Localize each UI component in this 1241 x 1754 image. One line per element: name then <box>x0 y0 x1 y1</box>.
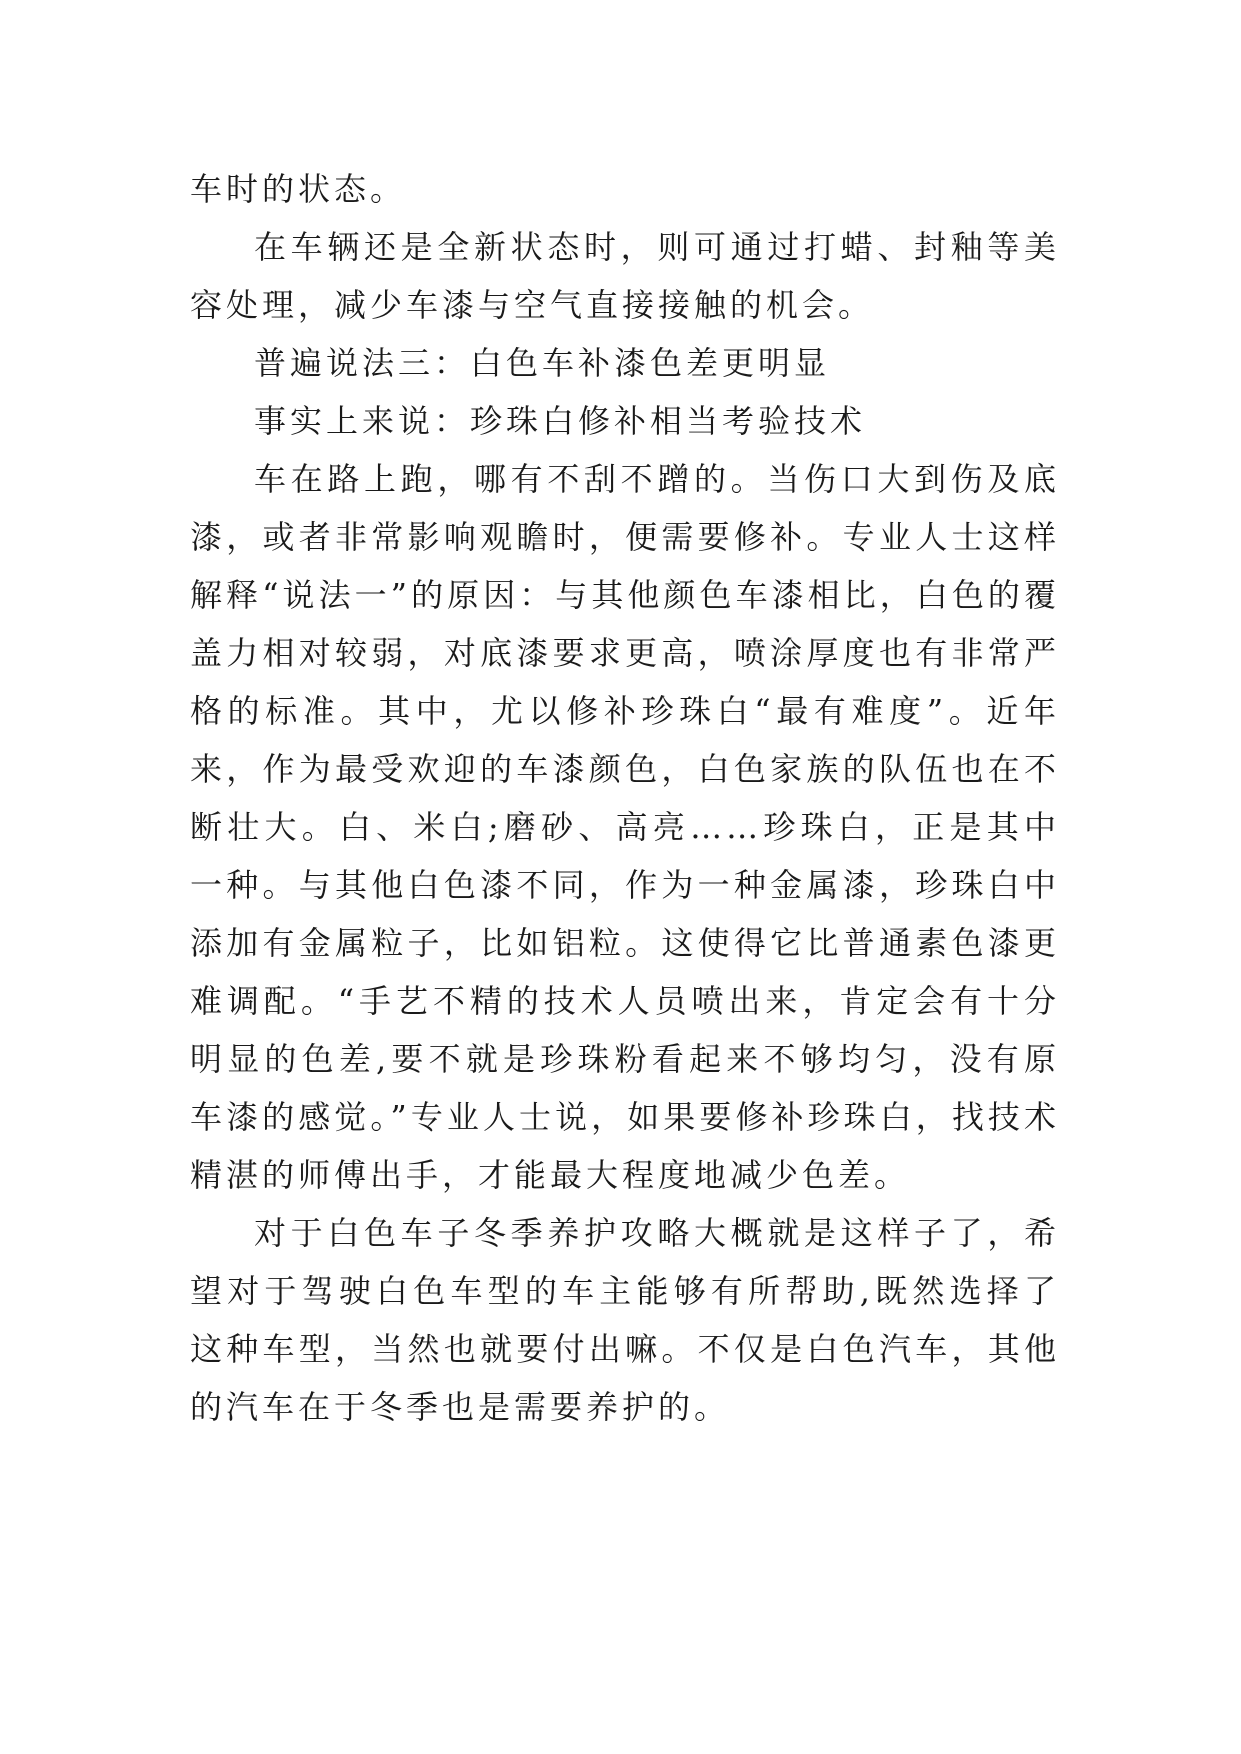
document-body <box>190 160 1060 1436</box>
paragraph-new-car-care: 在车辆还是全新状态时，则可通过打蜡、封釉等美容处理，减少车漆与空气直接接触的机会。 <box>190 228 1060 324</box>
paragraph-conclusion: 对于白色车子冬季养护攻略大概就是这样子了，希望对于驾驶白色车型的车主能够有所帮助,既然选择了这种车型，当然也就要付出嘛。不仅是白色汽车，其他的汽车在于冬季也是需要养护的。 <box>190 1214 1060 1426</box>
paragraph-continuation: 车时的状态。 <box>190 170 407 208</box>
paragraph-pearl-white-repair: 车在路上跑，哪有不刮不蹭的。当伤口大到伤及底漆，或者非常影响观瞻时，便需要修补。专业人士这样解释“说法一”的原因：与其他颜色车漆相比，白色的覆盖力相对较弱，对底漆要求更高，喷涂厚度也有非常严格的标准。其中，尤以修补珍珠白“最有难度”。近年来，作为最受欢迎的车漆颜色，白色家族的队伍也在不断壮大。白、米白;磨砂、高亮……珍珠白，正是其中一种。与其他白色漆不同，作为一种金属漆，珍珠白中添加有金属粒子，比如铝粒。这使得它比普通素色漆更难调配。“手艺不精的技术人员喷出来，肯定会有十分明显的色差,要不就是珍珠粉看起来不够均匀，没有原车漆的感觉。”专业人士说，如果要修补珍珠白，找技术精湛的师傅出手，才能最大程度地减少色差。 <box>190 460 1060 1194</box>
paragraph-fact-statement: 事实上来说：珍珠白修补相当考验技术 <box>254 402 867 440</box>
paragraph-common-saying-three: 普遍说法三：白色车补漆色差更明显 <box>254 344 831 382</box>
